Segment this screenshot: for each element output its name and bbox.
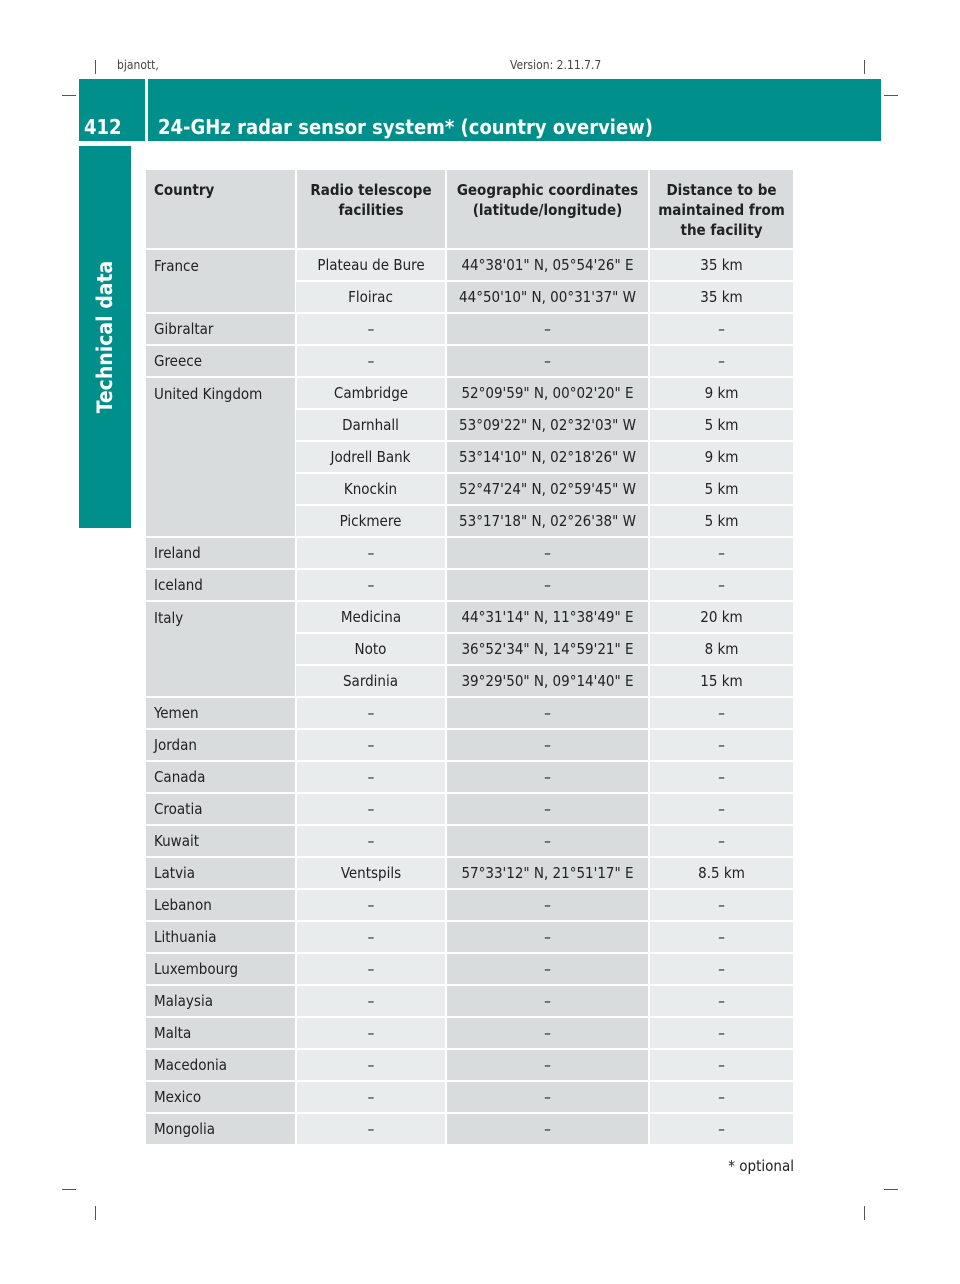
footnote: * optional bbox=[728, 1157, 794, 1175]
country-cell: Kuwait bbox=[146, 825, 296, 857]
header-radio-telescope: Radio telescope facilities bbox=[296, 170, 446, 249]
facility-cell: – bbox=[296, 1017, 446, 1049]
coordinates-cell: – bbox=[446, 1081, 649, 1113]
coordinates-cell: 39°29'50" N, 09°14'40" E bbox=[446, 665, 649, 697]
coordinates-cell: – bbox=[446, 825, 649, 857]
print-meta-right: Version: 2.11.7.7 bbox=[510, 58, 602, 72]
table-row bbox=[146, 761, 793, 793]
table-row bbox=[146, 985, 793, 1017]
distance-cell: – bbox=[649, 921, 793, 953]
facility-cell: – bbox=[296, 953, 446, 985]
facility-cell: Sardinia bbox=[296, 665, 446, 697]
distance-cell: – bbox=[649, 345, 793, 377]
facility-cell: Noto bbox=[296, 633, 446, 665]
country-cell: Italy bbox=[146, 601, 296, 697]
coordinates-cell: – bbox=[446, 537, 649, 569]
table-row bbox=[146, 953, 793, 985]
trim-mark bbox=[95, 1206, 96, 1220]
distance-cell: – bbox=[649, 1081, 793, 1113]
facility-cell: – bbox=[296, 537, 446, 569]
distance-cell: – bbox=[649, 793, 793, 825]
coordinates-cell: – bbox=[446, 1113, 649, 1144]
distance-cell: – bbox=[649, 697, 793, 729]
country-cell: Ireland bbox=[146, 537, 296, 569]
trim-mark bbox=[884, 95, 898, 96]
distance-cell: 15 km bbox=[649, 665, 793, 697]
coordinates-cell: 52°47'24" N, 02°59'45" W bbox=[446, 473, 649, 505]
header-divider bbox=[145, 79, 148, 141]
coordinates-cell: – bbox=[446, 921, 649, 953]
country-cell: France bbox=[146, 249, 296, 313]
facility-cell: – bbox=[296, 313, 446, 345]
distance-cell: 8.5 km bbox=[649, 857, 793, 889]
country-cell: Malta bbox=[146, 1017, 296, 1049]
trim-mark bbox=[62, 95, 76, 96]
country-cell: Jordan bbox=[146, 729, 296, 761]
country-overview-table bbox=[146, 170, 793, 1144]
table-row bbox=[146, 1017, 793, 1049]
table-row bbox=[146, 1049, 793, 1081]
facility-cell: – bbox=[296, 1081, 446, 1113]
coordinates-cell: 53°17'18" N, 02°26'38" W bbox=[446, 505, 649, 537]
page-title: 24-GHz radar sensor system* (country overview) bbox=[158, 115, 654, 139]
coordinates-cell: – bbox=[446, 889, 649, 921]
distance-cell: 35 km bbox=[649, 249, 793, 281]
facility-cell: – bbox=[296, 729, 446, 761]
coordinates-cell: 53°09'22" N, 02°32'03" W bbox=[446, 409, 649, 441]
table-row bbox=[146, 825, 793, 857]
table-row bbox=[146, 569, 793, 601]
country-cell: Lithuania bbox=[146, 921, 296, 953]
header-distance: Distance to be maintained from the facility bbox=[649, 170, 793, 249]
distance-cell: 5 km bbox=[649, 505, 793, 537]
facility-cell: – bbox=[296, 1049, 446, 1081]
distance-cell: 5 km bbox=[649, 473, 793, 505]
section-side-tab-label: Technical data bbox=[93, 260, 117, 414]
coordinates-cell: – bbox=[446, 569, 649, 601]
facility-cell: – bbox=[296, 345, 446, 377]
coordinates-cell: – bbox=[446, 953, 649, 985]
coordinates-cell: – bbox=[446, 1017, 649, 1049]
distance-cell: – bbox=[649, 825, 793, 857]
trim-mark bbox=[884, 1189, 898, 1190]
table-body bbox=[146, 249, 793, 1144]
facility-cell: – bbox=[296, 1113, 446, 1144]
facility-cell: Plateau de Bure bbox=[296, 249, 446, 281]
coordinates-cell: 57°33'12" N, 21°51'17" E bbox=[446, 857, 649, 889]
facility-cell: Medicina bbox=[296, 601, 446, 633]
coordinates-cell: 44°50'10" N, 00°31'37" W bbox=[446, 281, 649, 313]
coordinates-cell: – bbox=[446, 729, 649, 761]
trim-mark bbox=[62, 1189, 76, 1190]
coordinates-cell: – bbox=[446, 1049, 649, 1081]
table-header-row bbox=[146, 170, 793, 249]
country-cell: Luxembourg bbox=[146, 953, 296, 985]
table-row bbox=[146, 537, 793, 569]
table-row bbox=[146, 697, 793, 729]
table-row bbox=[146, 249, 793, 281]
facility-cell: Cambridge bbox=[296, 377, 446, 409]
country-cell: Yemen bbox=[146, 697, 296, 729]
coordinates-cell: – bbox=[446, 345, 649, 377]
facility-cell: – bbox=[296, 825, 446, 857]
page-number: 412 bbox=[84, 115, 122, 139]
table-row bbox=[146, 1081, 793, 1113]
facility-cell: Jodrell Bank bbox=[296, 441, 446, 473]
coordinates-cell: 36°52'34" N, 14°59'21" E bbox=[446, 633, 649, 665]
facility-cell: – bbox=[296, 921, 446, 953]
country-cell: Latvia bbox=[146, 857, 296, 889]
facility-cell: Pickmere bbox=[296, 505, 446, 537]
facility-cell: – bbox=[296, 985, 446, 1017]
distance-cell: 9 km bbox=[649, 441, 793, 473]
country-cell: Lebanon bbox=[146, 889, 296, 921]
coordinates-cell: – bbox=[446, 313, 649, 345]
distance-cell: – bbox=[649, 1017, 793, 1049]
distance-cell: – bbox=[649, 729, 793, 761]
distance-cell: 20 km bbox=[649, 601, 793, 633]
country-cell: Macedonia bbox=[146, 1049, 296, 1081]
coordinates-cell: – bbox=[446, 697, 649, 729]
distance-cell: 9 km bbox=[649, 377, 793, 409]
facility-cell: – bbox=[296, 569, 446, 601]
distance-cell: – bbox=[649, 953, 793, 985]
facility-cell: Floirac bbox=[296, 281, 446, 313]
coordinates-cell: – bbox=[446, 761, 649, 793]
coordinates-cell: 44°38'01" N, 05°54'26" E bbox=[446, 249, 649, 281]
distance-cell: – bbox=[649, 537, 793, 569]
header-coordinates: Geographic coordinates (latitude/longitude) bbox=[446, 170, 649, 249]
facility-cell: – bbox=[296, 793, 446, 825]
facility-cell: Ventspils bbox=[296, 857, 446, 889]
table-row bbox=[146, 1113, 793, 1144]
distance-cell: – bbox=[649, 313, 793, 345]
trim-mark bbox=[864, 1206, 865, 1220]
distance-cell: – bbox=[649, 1113, 793, 1144]
table-row bbox=[146, 889, 793, 921]
facility-cell: – bbox=[296, 889, 446, 921]
coordinates-cell: 44°31'14" N, 11°38'49" E bbox=[446, 601, 649, 633]
distance-cell: – bbox=[649, 889, 793, 921]
header-country: Country bbox=[146, 170, 296, 249]
trim-mark bbox=[864, 60, 865, 74]
table-row bbox=[146, 345, 793, 377]
table-row bbox=[146, 921, 793, 953]
distance-cell: 5 km bbox=[649, 409, 793, 441]
country-cell: Greece bbox=[146, 345, 296, 377]
table-row bbox=[146, 601, 793, 633]
country-cell: Malaysia bbox=[146, 985, 296, 1017]
table-row bbox=[146, 857, 793, 889]
coordinates-cell: – bbox=[446, 985, 649, 1017]
coordinates-cell: 52°09'59" N, 00°02'20" E bbox=[446, 377, 649, 409]
distance-cell: – bbox=[649, 569, 793, 601]
country-cell: Mongolia bbox=[146, 1113, 296, 1144]
country-cell: Gibraltar bbox=[146, 313, 296, 345]
distance-cell: 35 km bbox=[649, 281, 793, 313]
country-cell: Mexico bbox=[146, 1081, 296, 1113]
distance-cell: 8 km bbox=[649, 633, 793, 665]
distance-cell: – bbox=[649, 1049, 793, 1081]
facility-cell: – bbox=[296, 697, 446, 729]
table-row bbox=[146, 793, 793, 825]
facility-cell: – bbox=[296, 761, 446, 793]
table-row bbox=[146, 377, 793, 409]
table-row bbox=[146, 313, 793, 345]
table-row bbox=[146, 729, 793, 761]
coordinates-cell: 53°14'10" N, 02°18'26" W bbox=[446, 441, 649, 473]
country-cell: United Kingdom bbox=[146, 377, 296, 537]
country-cell: Canada bbox=[146, 761, 296, 793]
distance-cell: – bbox=[649, 761, 793, 793]
country-cell: Croatia bbox=[146, 793, 296, 825]
facility-cell: Darnhall bbox=[296, 409, 446, 441]
coordinates-cell: – bbox=[446, 793, 649, 825]
trim-mark bbox=[95, 60, 96, 74]
country-cell: Iceland bbox=[146, 569, 296, 601]
facility-cell: Knockin bbox=[296, 473, 446, 505]
distance-cell: – bbox=[649, 985, 793, 1017]
print-meta-left: bjanott, bbox=[117, 58, 159, 72]
